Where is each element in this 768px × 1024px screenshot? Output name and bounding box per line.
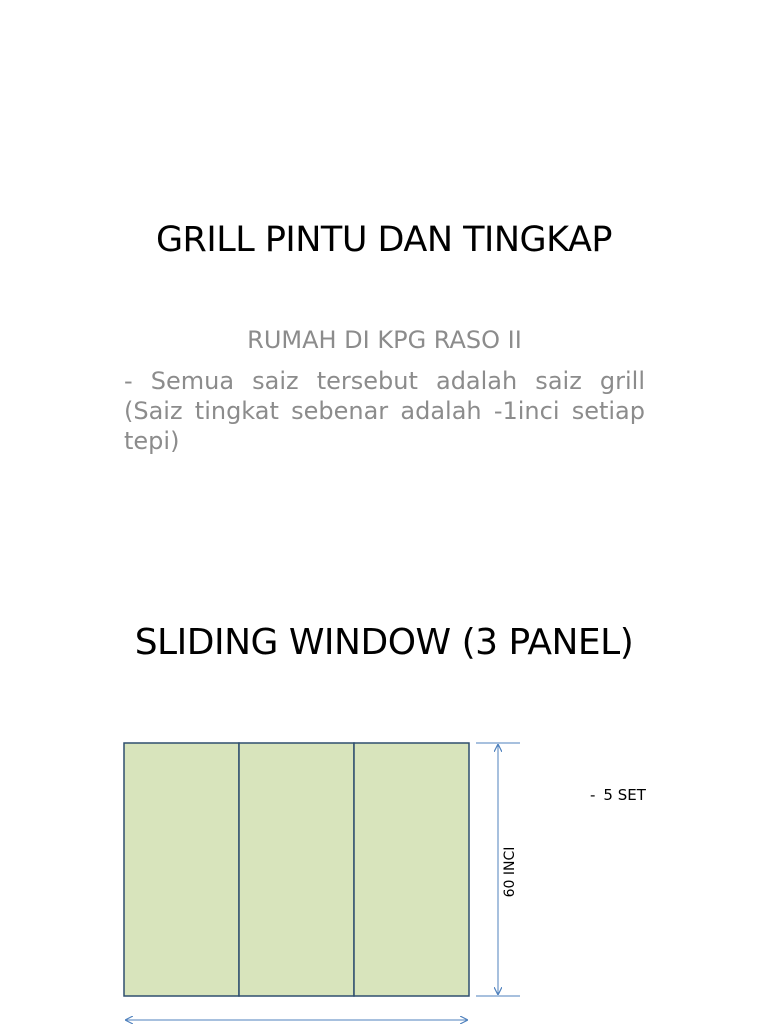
subtitle-heading: RUMAH DI KPG RASO II	[247, 326, 522, 354]
window-panel-3	[354, 743, 469, 996]
window-panel-2	[239, 743, 354, 996]
window-diagram	[0, 512, 768, 1024]
bullet-dash: -	[590, 786, 596, 804]
height-dimension-label: 60 INCI	[502, 846, 518, 898]
slide-title: SLIDING WINDOW (3 PANEL)	[134, 622, 634, 663]
set-count-note	[590, 786, 646, 804]
slide-title: GRILL PINTU DAN TINGKAP	[155, 220, 613, 260]
set-count-text: 5 SET	[603, 786, 646, 804]
window-panels	[124, 743, 469, 996]
window-panel-1	[124, 743, 239, 996]
slide-2	[0, 512, 768, 1024]
subtitle-body: - Semua saiz tersebut adalah saiz grill (Saiz tingkat sebenar adalah -1inci setiap tepi)	[124, 367, 645, 455]
